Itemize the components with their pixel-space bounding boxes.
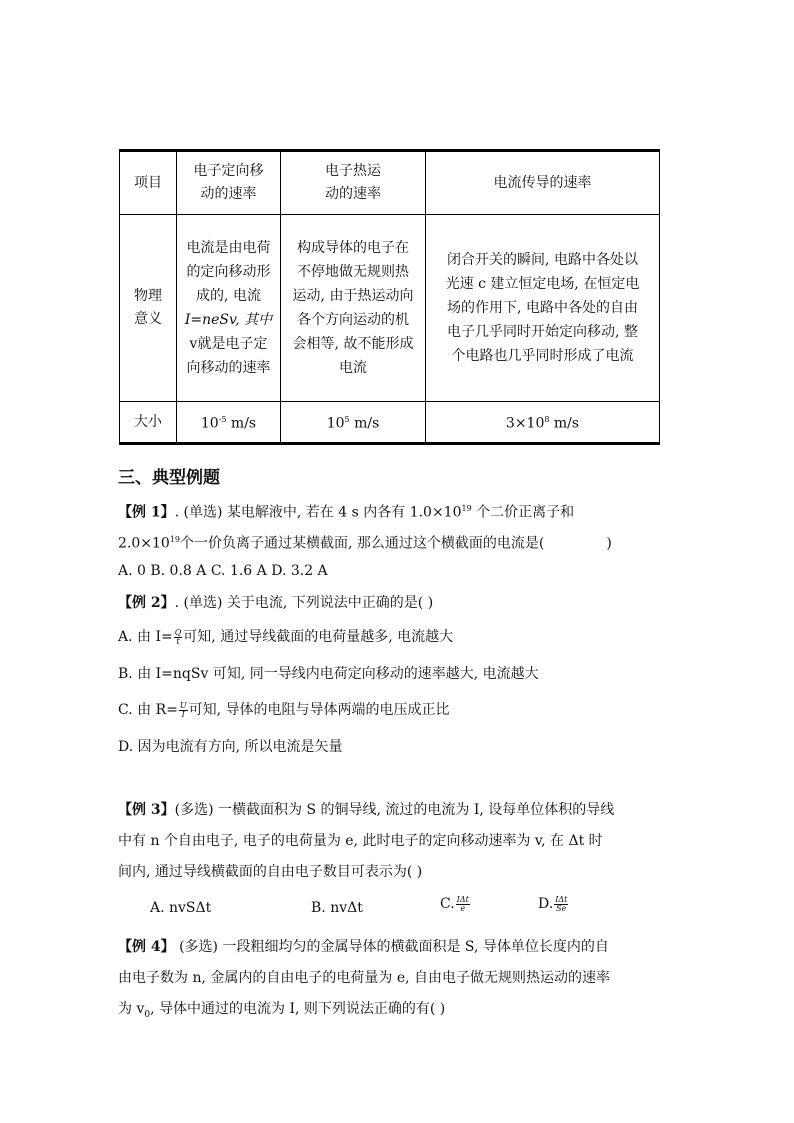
fraction-denominator: Se [556,903,567,913]
header-cell-drift-speed [177,151,281,215]
example-3-option-a: A. nvSΔt [150,900,212,916]
fraction-numerator: IΔt [456,894,469,904]
fraction-denominator: e [460,903,466,913]
cell-line: 不停地做无规则热 [297,264,409,280]
size-unit: m/s [549,415,580,432]
example-3-line-2: 中有 n 个自由电子, 电子的电荷量为 e, 此时电子的定向移动速率为 v, 在 Δt 时 [118,833,603,849]
question-text: (多选) 一横截面积为 S 的铜导线, 流过的电流为 I, 设每单位体积的导线 [174,802,615,818]
cell-line: 光速 c 建立恒定电场, 在恒定电 [445,276,640,292]
question-text: 为 v [118,1001,145,1017]
cell-line: 电流是由电荷 [186,240,271,256]
fraction [456,896,470,913]
fraction-numerator: IΔt [555,894,568,904]
question-text: 个一价负离子通过某横截面, 那么通过这个横截面的电流是( [180,535,545,552]
size-unit: m/s [349,415,380,432]
example-tag: 【例 2】 [118,595,175,611]
fraction [554,896,568,913]
meaning-cell-conduction [426,215,660,402]
header-text: 电子定向移 [193,163,264,179]
example-4-line-1 [118,937,609,957]
option-text: 可知, 导体的电阻与导体两端的电压成正比 [188,702,450,718]
meaning-label-cell [120,215,177,402]
cell-line: 成的, 电流 [196,288,261,304]
example-2-option-c [118,700,450,720]
meaning-label-text: 物理 [134,288,162,304]
header-cell-thermal-speed [281,151,426,215]
example-3-option-b: B. nvΔt [311,900,363,916]
cell-line: 场的作用下, 电路中各处的自由 [447,300,638,316]
option-text: A. 由 I= [118,629,173,645]
cell-line: 运动, 由于热运动向 [292,288,414,304]
cell-line: 构成导体的电子在 [297,240,409,256]
example-2-option-d: D. 因为电流有方向, 所以电流是矢量 [118,739,343,755]
size-exponent: 8 [544,415,550,425]
example-2-option-a [118,627,453,647]
cell-line: 各个方向运动的机 [297,312,409,328]
cell-line: I=neSv, 其中 [184,312,273,328]
meaning-cell-drift [177,215,281,402]
header-text: 电流传导的速率 [493,174,592,191]
fraction-numerator: U [179,700,187,710]
header-cell-conduction-speed [426,151,660,215]
question-text: . (单选) 关于电流, 下列说法中正确的是( ) [174,595,434,611]
subscript: 0 [144,1009,151,1020]
cell-line: 向移动的速率 [186,360,271,376]
cell-line: 电流 [339,360,367,376]
size-base: 3×10 [505,415,545,432]
example-3-line-3: 间内, 通过导线横截面的自由电子数目可表示为( ) [118,864,423,880]
example-tag: 【例 4】 [118,939,175,955]
example-4-line-3 [118,999,445,1025]
question-text: (多选) 一段粗细均匀的金属导体的横截面积是 S, 导体单位长度内的自 [174,939,609,955]
header-text: 动的速率 [200,186,257,202]
section-title: 三、典型例题 [118,468,220,488]
size-cell-thermal [281,402,426,444]
fraction-numerator: Q [174,627,182,637]
question-text: 2.0×10 [118,535,170,552]
option-text: 可知, 通过导线截面的电荷量越多, 电流越大 [183,629,454,645]
example-tag: 【例 1】 [118,504,175,521]
fraction [174,629,183,646]
question-text: , 导体中通过的电流为 I, 则下列说法正确的有( ) [150,1001,446,1017]
option-text: D. [538,896,554,912]
size-unit: m/s [226,415,257,432]
example-tag: 【例 3】 [118,802,175,818]
option-text: C. 由 R= [118,702,178,718]
size-exponent: 5 [344,415,350,425]
size-cell-drift [177,402,281,444]
question-text: 个二价正离子和 [471,504,575,521]
example-4-line-2: 由电子数为 n, 金属内的自由电子的电荷量为 e, 自由电子做无规则热运动的速率 [118,970,611,986]
header-text: 动的速率 [325,186,381,202]
question-text: . (单选) 某电解液中, 若在 4 s 内各有 1.0×10 [174,504,462,521]
example-1-line-2 [118,530,612,554]
fraction-denominator: I [181,709,185,719]
example-2-stem [118,593,433,613]
example-2-option-b: B. 由 I=nqSv 可知, 同一导线内电荷定向移动的速率越大, 电流越大 [118,666,539,682]
cell-line: v就是电子定 [189,336,268,352]
cell-line: 个电路也几乎同时形成了电流 [451,348,634,364]
header-text: 项目 [134,174,162,191]
size-cell-conduction [426,402,660,444]
cell-line: 电子几乎同时开始定向移动, 整 [447,324,638,340]
fraction [179,702,188,719]
example-1-line-1 [118,499,574,523]
exponent: 19 [461,504,472,513]
fraction-denominator: t [176,636,180,646]
exponent: 19 [169,535,180,544]
table-meaning-row [120,215,660,402]
table-header-row [120,151,660,215]
size-exponent: -5 [218,415,227,425]
cell-line: 会相等, 故不能形成 [292,336,414,352]
example-3-option-c [440,894,471,914]
cell-line: 闭合开关的瞬间, 电路中各处以 [447,252,638,268]
header-text: 电子热运 [325,163,381,179]
size-base: 10 [200,415,219,432]
meaning-label-text: 意义 [134,311,162,327]
cell-line: 的定向移动形 [186,264,271,280]
header-cell-item [120,151,177,215]
question-text: ) [606,535,612,552]
comparison-table [119,149,660,445]
meaning-cell-thermal [281,215,426,402]
example-3-option-d [538,894,569,914]
size-base: 10 [326,415,345,432]
example-3-line-1 [118,800,614,820]
example-1-options: A. 0 B. 0.8 A C. 1.6 A D. 3.2 A [118,563,328,579]
option-text: C. [440,896,455,912]
table-size-row [120,402,660,444]
size-label-text: 大小 [134,413,162,430]
size-label-cell [120,402,177,444]
